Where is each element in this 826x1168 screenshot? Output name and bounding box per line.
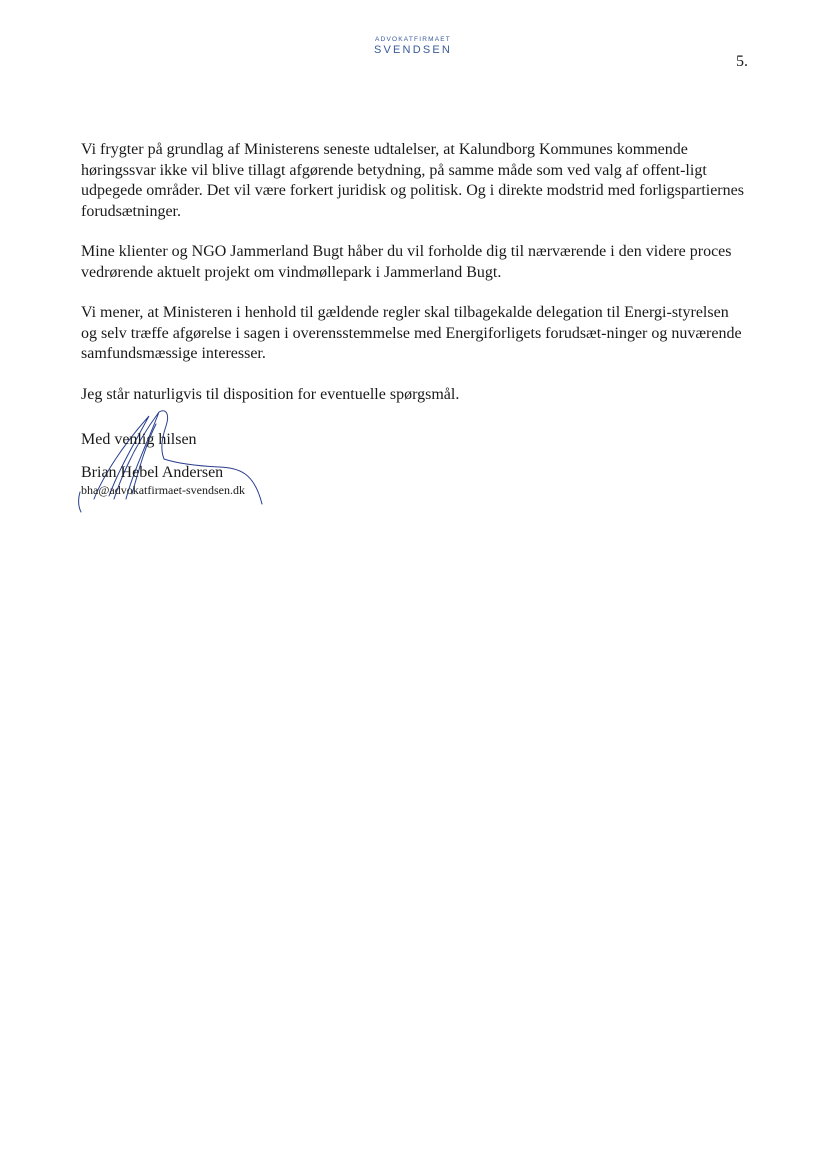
closing-greeting: Med venlig hilsen (81, 431, 197, 448)
closing-block (81, 430, 245, 498)
firm-name-large: SVENDSEN (373, 44, 453, 56)
signer-email: bha@advokatfirmaet-svendsen.dk (81, 483, 245, 497)
letter-body (81, 140, 746, 425)
page-number: 5. (736, 53, 748, 70)
paragraph: Jeg står naturligvis til disposition for eventuelle spørgsmål. (81, 385, 460, 403)
paragraph: Vi frygter på grundlag af Ministerens seneste udtalelser, at Kalundborg Kommunes kommende høringssvar ikke vil blive tillagt afgørende betydning, på samme måde som ved valg af offent-ligt udpegede områder. Det vil være forkert juridisk og politisk. Og i direkte modstrid med forligspartiernes forudsætninger. (81, 141, 744, 220)
paragraph: Mine klienter og NGO Jammerland Bugt håber du vil forholde dig til nærværende i den videre proces vedrørende aktuelt projekt om vindmøllepark i Jammerland Bugt. (81, 243, 732, 281)
letterhead-logo (0, 36, 826, 57)
paragraph: Vi mener, at Ministeren i henhold til gældende regler skal tilbagekalde delegation til Energi-styrelsen og selv træffe afgørelse i sagen i overensstemmelse med Energiforligets forudsæt-ninger og nuværende samfundsmæssige interesser. (81, 304, 742, 362)
firm-name-small: ADVOKATFIRMAET (375, 36, 451, 43)
signer-name: Brian Hebel Andersen (81, 464, 224, 481)
